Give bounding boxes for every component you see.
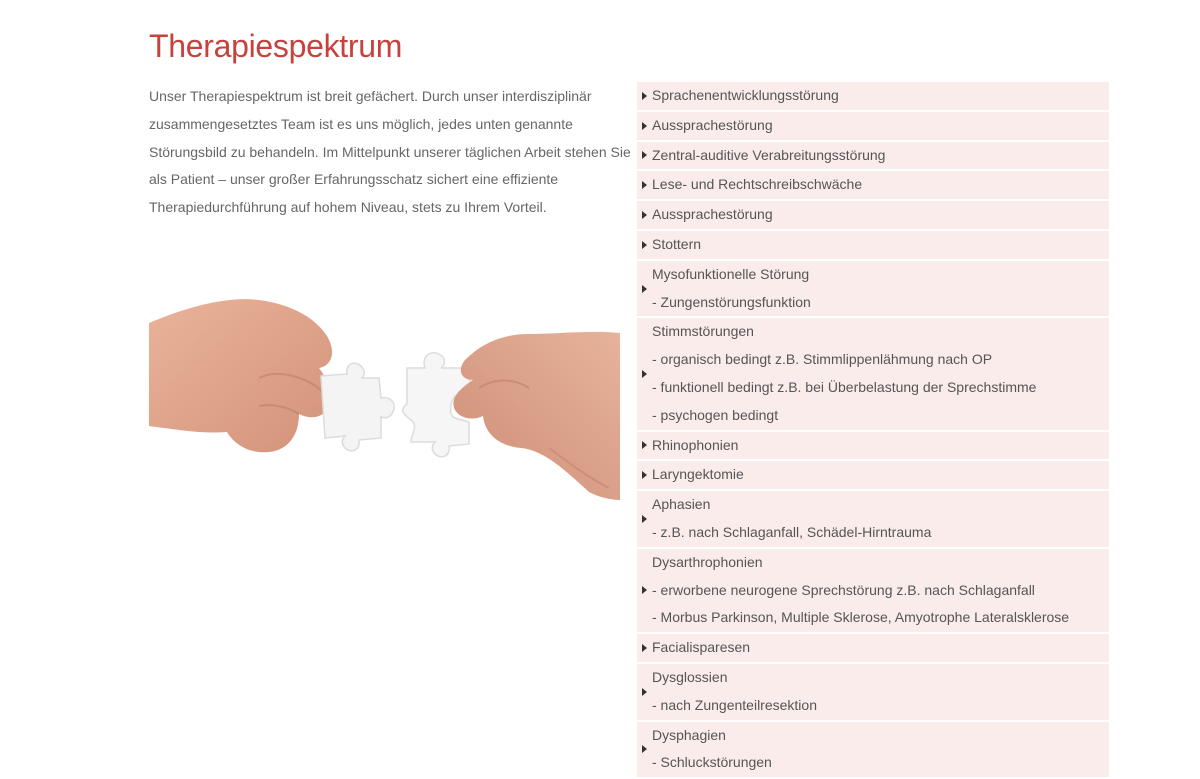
caret-right-icon <box>642 285 647 293</box>
therapy-item-detail: - erworbene neurogene Sprechstörung z.B. nach Schlaganfall <box>652 581 1035 598</box>
caret-right-icon <box>642 211 647 219</box>
therapy-item-title: Aussprachestörung <box>652 116 773 133</box>
therapy-item-title: Dysglossien <box>652 668 728 685</box>
therapy-item-title: Zentral-auditive Verabreitungsstörung <box>652 146 886 163</box>
therapy-item-detail: - psychogen bedingt <box>652 406 779 423</box>
therapy-item-title: Stottern <box>652 235 702 252</box>
therapy-item[interactable] <box>637 664 1109 722</box>
intro-line: als Patient – unser großer Erfahrungsschatz sichert eine effiziente <box>149 171 559 188</box>
caret-right-icon <box>642 122 647 130</box>
therapy-item[interactable] <box>637 491 1109 549</box>
therapy-item-title: Laryngektomie <box>652 466 744 483</box>
intro-line: Therapiedurchführung auf hohem Niveau, stets zu Ihrem Vorteil. <box>149 199 547 216</box>
intro-line: Unser Therapiespektrum ist breit gefächert. Durch unser interdisziplinär <box>149 88 592 104</box>
therapy-item-title: Aphasien <box>652 496 711 513</box>
therapy-item[interactable] <box>637 171 1109 201</box>
page-title: Therapiespektrum <box>149 28 403 64</box>
therapy-item-detail: - Zungenstörungsfunktion <box>652 293 811 310</box>
therapy-item-title: Stimmstörungen <box>652 323 754 340</box>
therapy-item-detail: - funktionell bedingt z.B. bei Überbelastung der Sprechstimme <box>652 378 1037 395</box>
therapy-item-title: Dysarthrophonien <box>652 553 763 570</box>
therapy-item-title: Aussprachestörung <box>652 206 773 223</box>
caret-right-icon <box>642 181 647 189</box>
therapy-item-detail: - nach Zungenteilresektion <box>652 696 817 713</box>
therapy-item[interactable] <box>637 549 1109 634</box>
therapy-item[interactable] <box>637 261 1109 319</box>
intro-line: Störungsbild zu behandeln. Im Mittelpunkt unserer täglichen Arbeit stehen Sie <box>149 143 631 160</box>
therapy-item[interactable] <box>637 318 1109 431</box>
therapy-item-detail: - z.B. nach Schlaganfall, Schädel-Hirntrauma <box>652 523 932 540</box>
caret-right-icon <box>642 370 647 378</box>
caret-right-icon <box>642 745 647 753</box>
therapy-list <box>637 82 1109 779</box>
therapy-item-title: Sprachenentwicklungsstörung <box>652 87 839 103</box>
caret-right-icon <box>642 586 647 594</box>
therapy-item-title: Mysofunktionelle Störung <box>652 265 810 282</box>
caret-right-icon <box>642 151 647 159</box>
intro-line: zusammengesetztes Team ist es uns möglich, jedes unten genannte <box>149 115 573 132</box>
intro-text <box>149 83 631 222</box>
therapy-item-detail: - Morbus Parkinson, Multiple Sklerose, Amyotrophe Lateralsklerose <box>652 609 1070 626</box>
therapy-item[interactable] <box>637 231 1109 261</box>
therapy-item-title: Facialisparesen <box>652 639 751 656</box>
therapy-item[interactable] <box>637 142 1109 172</box>
caret-right-icon <box>642 515 647 523</box>
therapy-item[interactable] <box>637 432 1109 462</box>
caret-right-icon <box>642 471 647 479</box>
puzzle-hands-image <box>149 238 620 553</box>
therapy-item[interactable] <box>637 112 1109 142</box>
caret-right-icon <box>642 644 647 652</box>
therapy-item[interactable] <box>637 461 1109 491</box>
therapy-item-detail: - Schluckstörungen <box>652 754 772 771</box>
therapy-item[interactable] <box>637 634 1109 664</box>
therapy-item-title: Dysphagien <box>652 726 726 743</box>
caret-right-icon <box>642 241 647 249</box>
caret-right-icon <box>642 92 647 100</box>
therapy-item-detail: - organisch bedingt z.B. Stimmlippenlähmung nach OP <box>652 351 993 368</box>
therapy-item-title: Lese- und Rechtschreibschwäche <box>652 176 863 193</box>
caret-right-icon <box>642 441 647 449</box>
puzzle-hands-illustration <box>149 238 620 553</box>
therapy-item[interactable] <box>637 201 1109 231</box>
caret-right-icon <box>642 688 647 696</box>
therapy-item[interactable] <box>637 82 1109 112</box>
therapy-item[interactable] <box>637 722 1109 779</box>
therapy-item-title: Rhinophonien <box>652 436 739 453</box>
